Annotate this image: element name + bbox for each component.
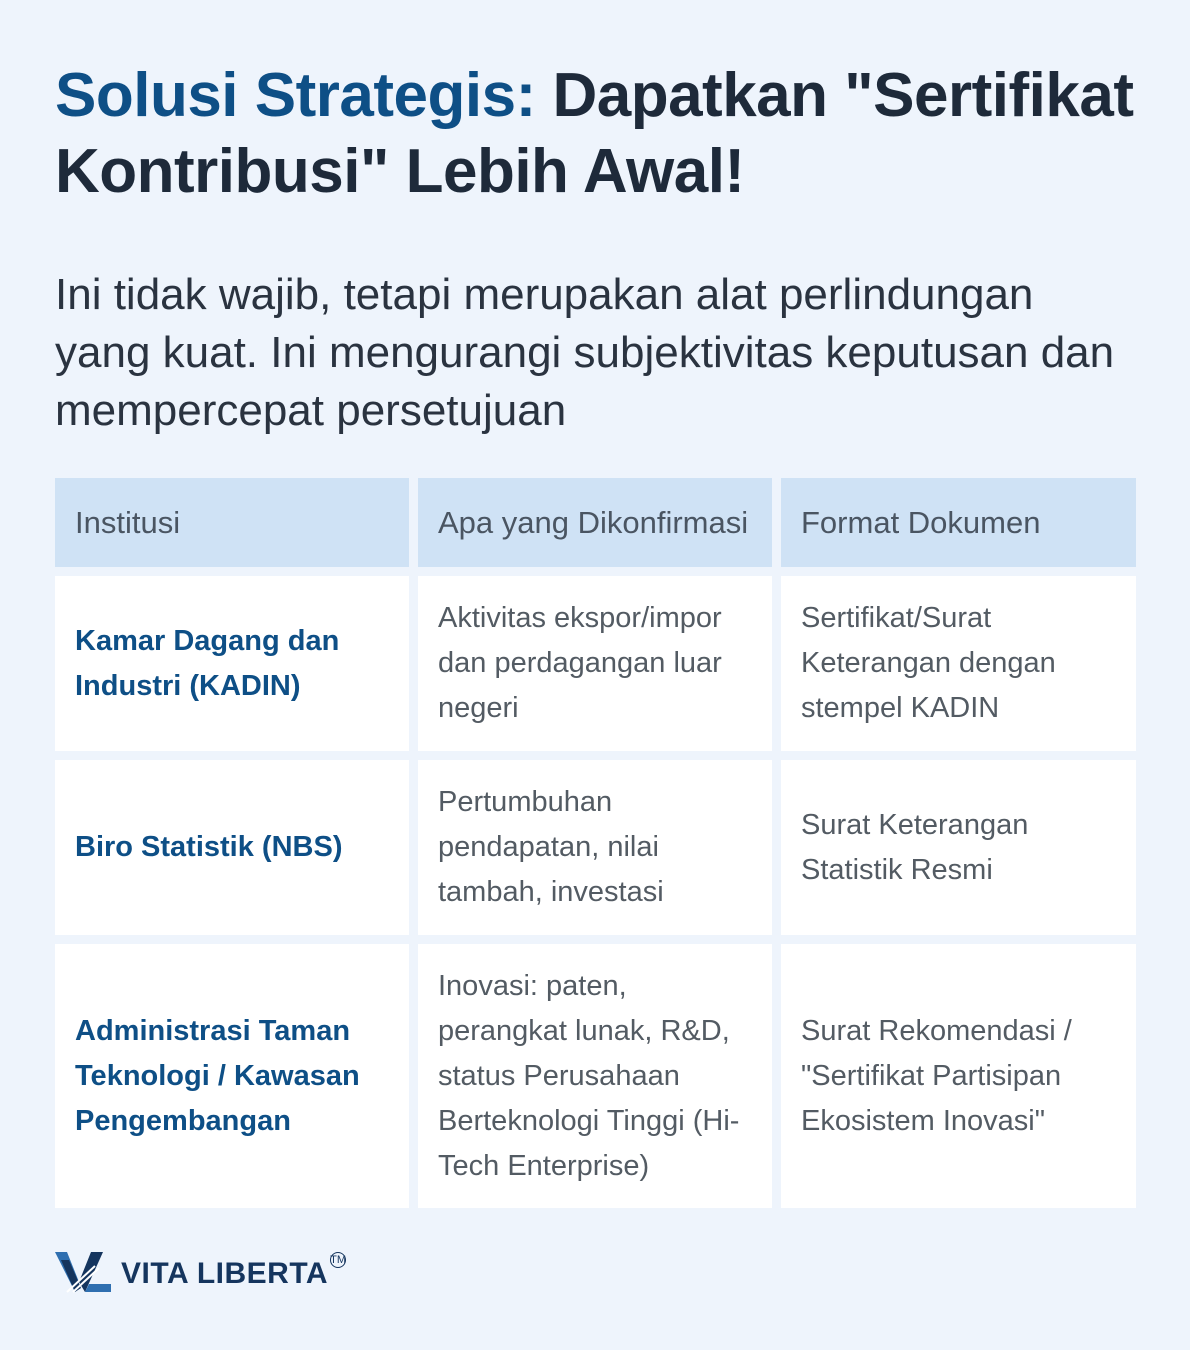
page-header [55,58,1136,440]
page-title [55,58,1136,210]
format-text: Surat Rekomendasi / "Sertifikat Partisipan Ekosistem Inovasi" [801,1014,1072,1137]
page-subtitle: Ini tidak wajib, tetapi merupakan alat perlindungan yang kuat. Ini mengurangi subjektivitas keputusan dan mempercepat persetujuan [55,270,1115,435]
table-cell-format [781,760,1136,935]
format-text: Sertifikat/Surat Keterangan dengan stempel KADIN [801,602,1056,724]
page-title-accent: Solusi Strategis: [55,61,536,130]
brand-logo [55,1252,346,1296]
table-cell-confirmed [418,760,772,935]
institution-name: Kamar Dagang dan Industri (KADIN) [75,624,340,702]
page-title-rest: Dapatkan "Sertifikat Kontribusi" Lebih Awal! [55,61,1134,206]
institutions-table [55,478,1136,1217]
table-cell-confirmed [418,576,772,751]
trademark-badge: TM [330,1254,347,1266]
table-cell-format [781,944,1136,1208]
confirmed-text: Pertumbuhan pendapatan, nilai tambah, investasi [438,786,664,908]
confirmed-text: Aktivitas ekspor/impor dan perdagangan luar negeri [438,602,722,724]
vita-liberta-logo-icon [55,1252,111,1296]
brand-name: VITA LIBERTA [121,1257,329,1290]
table-cell-institution [55,944,409,1208]
table-cell-format [781,576,1136,751]
table-cell-institution [55,760,409,935]
table-row [55,760,1136,935]
institution-name: Biro Statistik (NBS) [75,831,343,863]
table-header-row [55,478,1136,567]
format-text: Surat Keterangan Statistik Resmi [801,808,1029,886]
confirmed-text: Inovasi: paten, perangkat lunak, R&D, status Perusahaan Berteknologi Tinggi (Hi-Tech Enterprise) [438,969,740,1182]
table-row [55,944,1136,1208]
column-header-institution: Institusi [55,478,409,567]
column-header-format: Format Dokumen [781,478,1136,567]
institution-name: Administrasi Taman Teknologi / Kawasan Pengembangan [75,1014,360,1137]
table-cell-institution [55,576,409,751]
column-header-confirmed: Apa yang Dikonfirmasi [418,478,772,567]
table-row [55,576,1136,751]
table-cell-confirmed [418,944,772,1208]
